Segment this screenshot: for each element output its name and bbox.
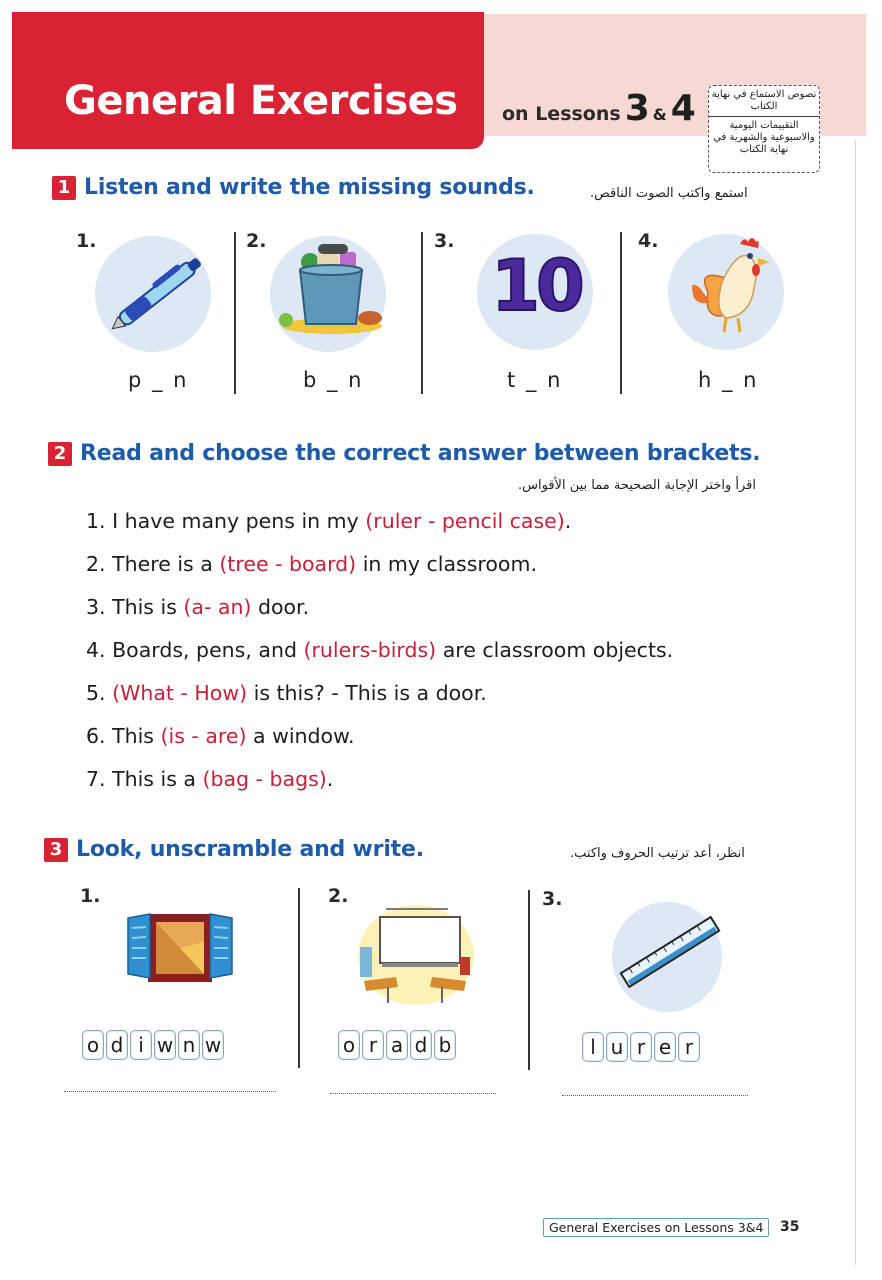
footer-label: General Exercises on Lessons 3&4 bbox=[543, 1218, 769, 1237]
hen-icon bbox=[678, 232, 778, 342]
section-title: Read and choose the correct answer between brackets. bbox=[80, 441, 761, 466]
column-divider bbox=[528, 890, 530, 1070]
pen-icon bbox=[98, 248, 218, 338]
scrambled-letters bbox=[338, 1030, 456, 1060]
section-2-heading bbox=[48, 441, 760, 466]
section-title: Listen and write the missing sounds. bbox=[84, 175, 535, 200]
answer-choices[interactable]: (a- an) bbox=[183, 595, 252, 619]
answer-choices[interactable]: (tree - board) bbox=[219, 552, 357, 576]
column-divider bbox=[620, 232, 622, 394]
letter-tile: a bbox=[386, 1030, 408, 1060]
letter-tile: r bbox=[678, 1032, 700, 1062]
subtitle-prefix: on Lessons bbox=[502, 103, 621, 125]
letter-tile: d bbox=[106, 1030, 128, 1060]
question-item bbox=[86, 764, 673, 807]
question-text: I have many pens in my bbox=[112, 509, 366, 533]
question-text: Boards, pens, and bbox=[112, 638, 304, 662]
question-item bbox=[86, 678, 673, 721]
lesson-number-a: 3 bbox=[624, 88, 649, 129]
listening-scripts-note: نصوص الاستماع في نهاية الكتاب bbox=[709, 86, 819, 117]
section-3-arabic-instruction: انظر، أعد ترتيب الحروف واكتب. bbox=[570, 846, 745, 861]
question-item bbox=[86, 721, 673, 764]
item-number: 3. bbox=[542, 888, 563, 910]
lesson-subtitle bbox=[502, 88, 695, 129]
letter-tile: l bbox=[582, 1032, 604, 1062]
letter-tile: r bbox=[630, 1032, 652, 1062]
letter-tile: b bbox=[434, 1030, 456, 1060]
missing-sound-word: t _ n bbox=[507, 368, 563, 392]
section-number-badge: 3 bbox=[44, 838, 68, 862]
window-icon bbox=[126, 912, 234, 984]
question-number: 5. bbox=[86, 681, 106, 705]
section-number-badge: 1 bbox=[52, 176, 76, 200]
question-text: There is a bbox=[112, 552, 220, 576]
ruler-icon bbox=[615, 912, 725, 992]
item-number: 3. bbox=[434, 230, 455, 252]
question-text: door. bbox=[251, 595, 310, 619]
question-number: 7. bbox=[86, 767, 106, 791]
letter-tile: n bbox=[178, 1030, 200, 1060]
answer-line[interactable] bbox=[562, 1094, 748, 1096]
question-text: This bbox=[112, 724, 161, 748]
answer-choices[interactable]: (rulers-birds) bbox=[303, 638, 437, 662]
scrambled-letters bbox=[582, 1032, 700, 1062]
question-number: 4. bbox=[86, 638, 106, 662]
answer-line[interactable] bbox=[64, 1090, 276, 1092]
letter-tile: u bbox=[606, 1032, 628, 1062]
question-item bbox=[86, 592, 673, 635]
section-number-badge: 2 bbox=[48, 442, 72, 466]
letter-tile: w bbox=[154, 1030, 176, 1060]
question-text: . bbox=[564, 509, 572, 533]
letter-tile: i bbox=[130, 1030, 152, 1060]
lesson-ampersand: & bbox=[652, 105, 667, 124]
answer-choices[interactable]: (is - are) bbox=[160, 724, 247, 748]
item-number: 2. bbox=[246, 230, 267, 252]
section-1-heading bbox=[52, 175, 535, 200]
question-text: are classroom objects. bbox=[436, 638, 674, 662]
section-2-arabic-instruction: اقرأ واختر الإجابة الصحيحة مما بين الأقواس. bbox=[518, 478, 757, 493]
answer-choices[interactable]: (bag - bags) bbox=[202, 767, 327, 791]
lesson-number-b: 4 bbox=[670, 88, 695, 129]
question-number: 1. bbox=[86, 509, 106, 533]
arabic-reference-note bbox=[708, 85, 820, 173]
question-text: This is bbox=[112, 595, 184, 619]
trash-bin-icon bbox=[270, 240, 390, 340]
section-1-arabic-instruction: استمع واكتب الصوت الناقص. bbox=[590, 186, 748, 201]
column-divider bbox=[298, 888, 300, 1068]
answer-choices[interactable]: (What - How) bbox=[112, 681, 248, 705]
letter-tile: r bbox=[362, 1030, 384, 1060]
question-number: 3. bbox=[86, 595, 106, 619]
answer-choices[interactable]: (ruler - pencil case) bbox=[365, 509, 565, 533]
missing-sound-word: b _ n bbox=[303, 368, 364, 392]
item-number: 1. bbox=[80, 885, 101, 907]
question-item bbox=[86, 549, 673, 592]
answer-line[interactable] bbox=[330, 1092, 496, 1094]
item-number: 1. bbox=[76, 230, 97, 252]
letter-tile: w bbox=[202, 1030, 224, 1060]
letter-tile: o bbox=[338, 1030, 360, 1060]
section-3-heading bbox=[44, 837, 424, 862]
question-text: . bbox=[326, 767, 334, 791]
question-number: 2. bbox=[86, 552, 106, 576]
letter-tile: e bbox=[654, 1032, 676, 1062]
missing-sound-word: h _ n bbox=[698, 368, 759, 392]
page-number: 35 bbox=[780, 1219, 800, 1235]
page-title: General Exercises bbox=[64, 78, 458, 124]
letter-tile: d bbox=[410, 1030, 432, 1060]
whiteboard-icon bbox=[358, 905, 474, 1005]
question-text: a window. bbox=[246, 724, 355, 748]
column-divider bbox=[421, 232, 423, 394]
question-text: in my classroom. bbox=[356, 552, 537, 576]
question-item bbox=[86, 635, 673, 678]
question-item bbox=[86, 506, 673, 549]
number-ten-icon: 10 bbox=[491, 245, 581, 327]
letter-tile: o bbox=[82, 1030, 104, 1060]
question-text: This is a bbox=[112, 767, 203, 791]
scrambled-letters bbox=[82, 1030, 224, 1060]
column-divider bbox=[234, 232, 236, 394]
missing-sound-word: p _ n bbox=[128, 368, 189, 392]
question-number: 6. bbox=[86, 724, 106, 748]
question-list bbox=[86, 506, 673, 807]
section-title: Look, unscramble and write. bbox=[76, 837, 424, 862]
question-text: is this? - This is a door. bbox=[247, 681, 487, 705]
assessments-note: التقييمات اليومية والاسبوعية والشهرية في نهاية الكتاب bbox=[713, 120, 815, 155]
item-number: 4. bbox=[638, 230, 659, 252]
item-number: 2. bbox=[328, 885, 349, 907]
page-edge bbox=[855, 140, 856, 1265]
